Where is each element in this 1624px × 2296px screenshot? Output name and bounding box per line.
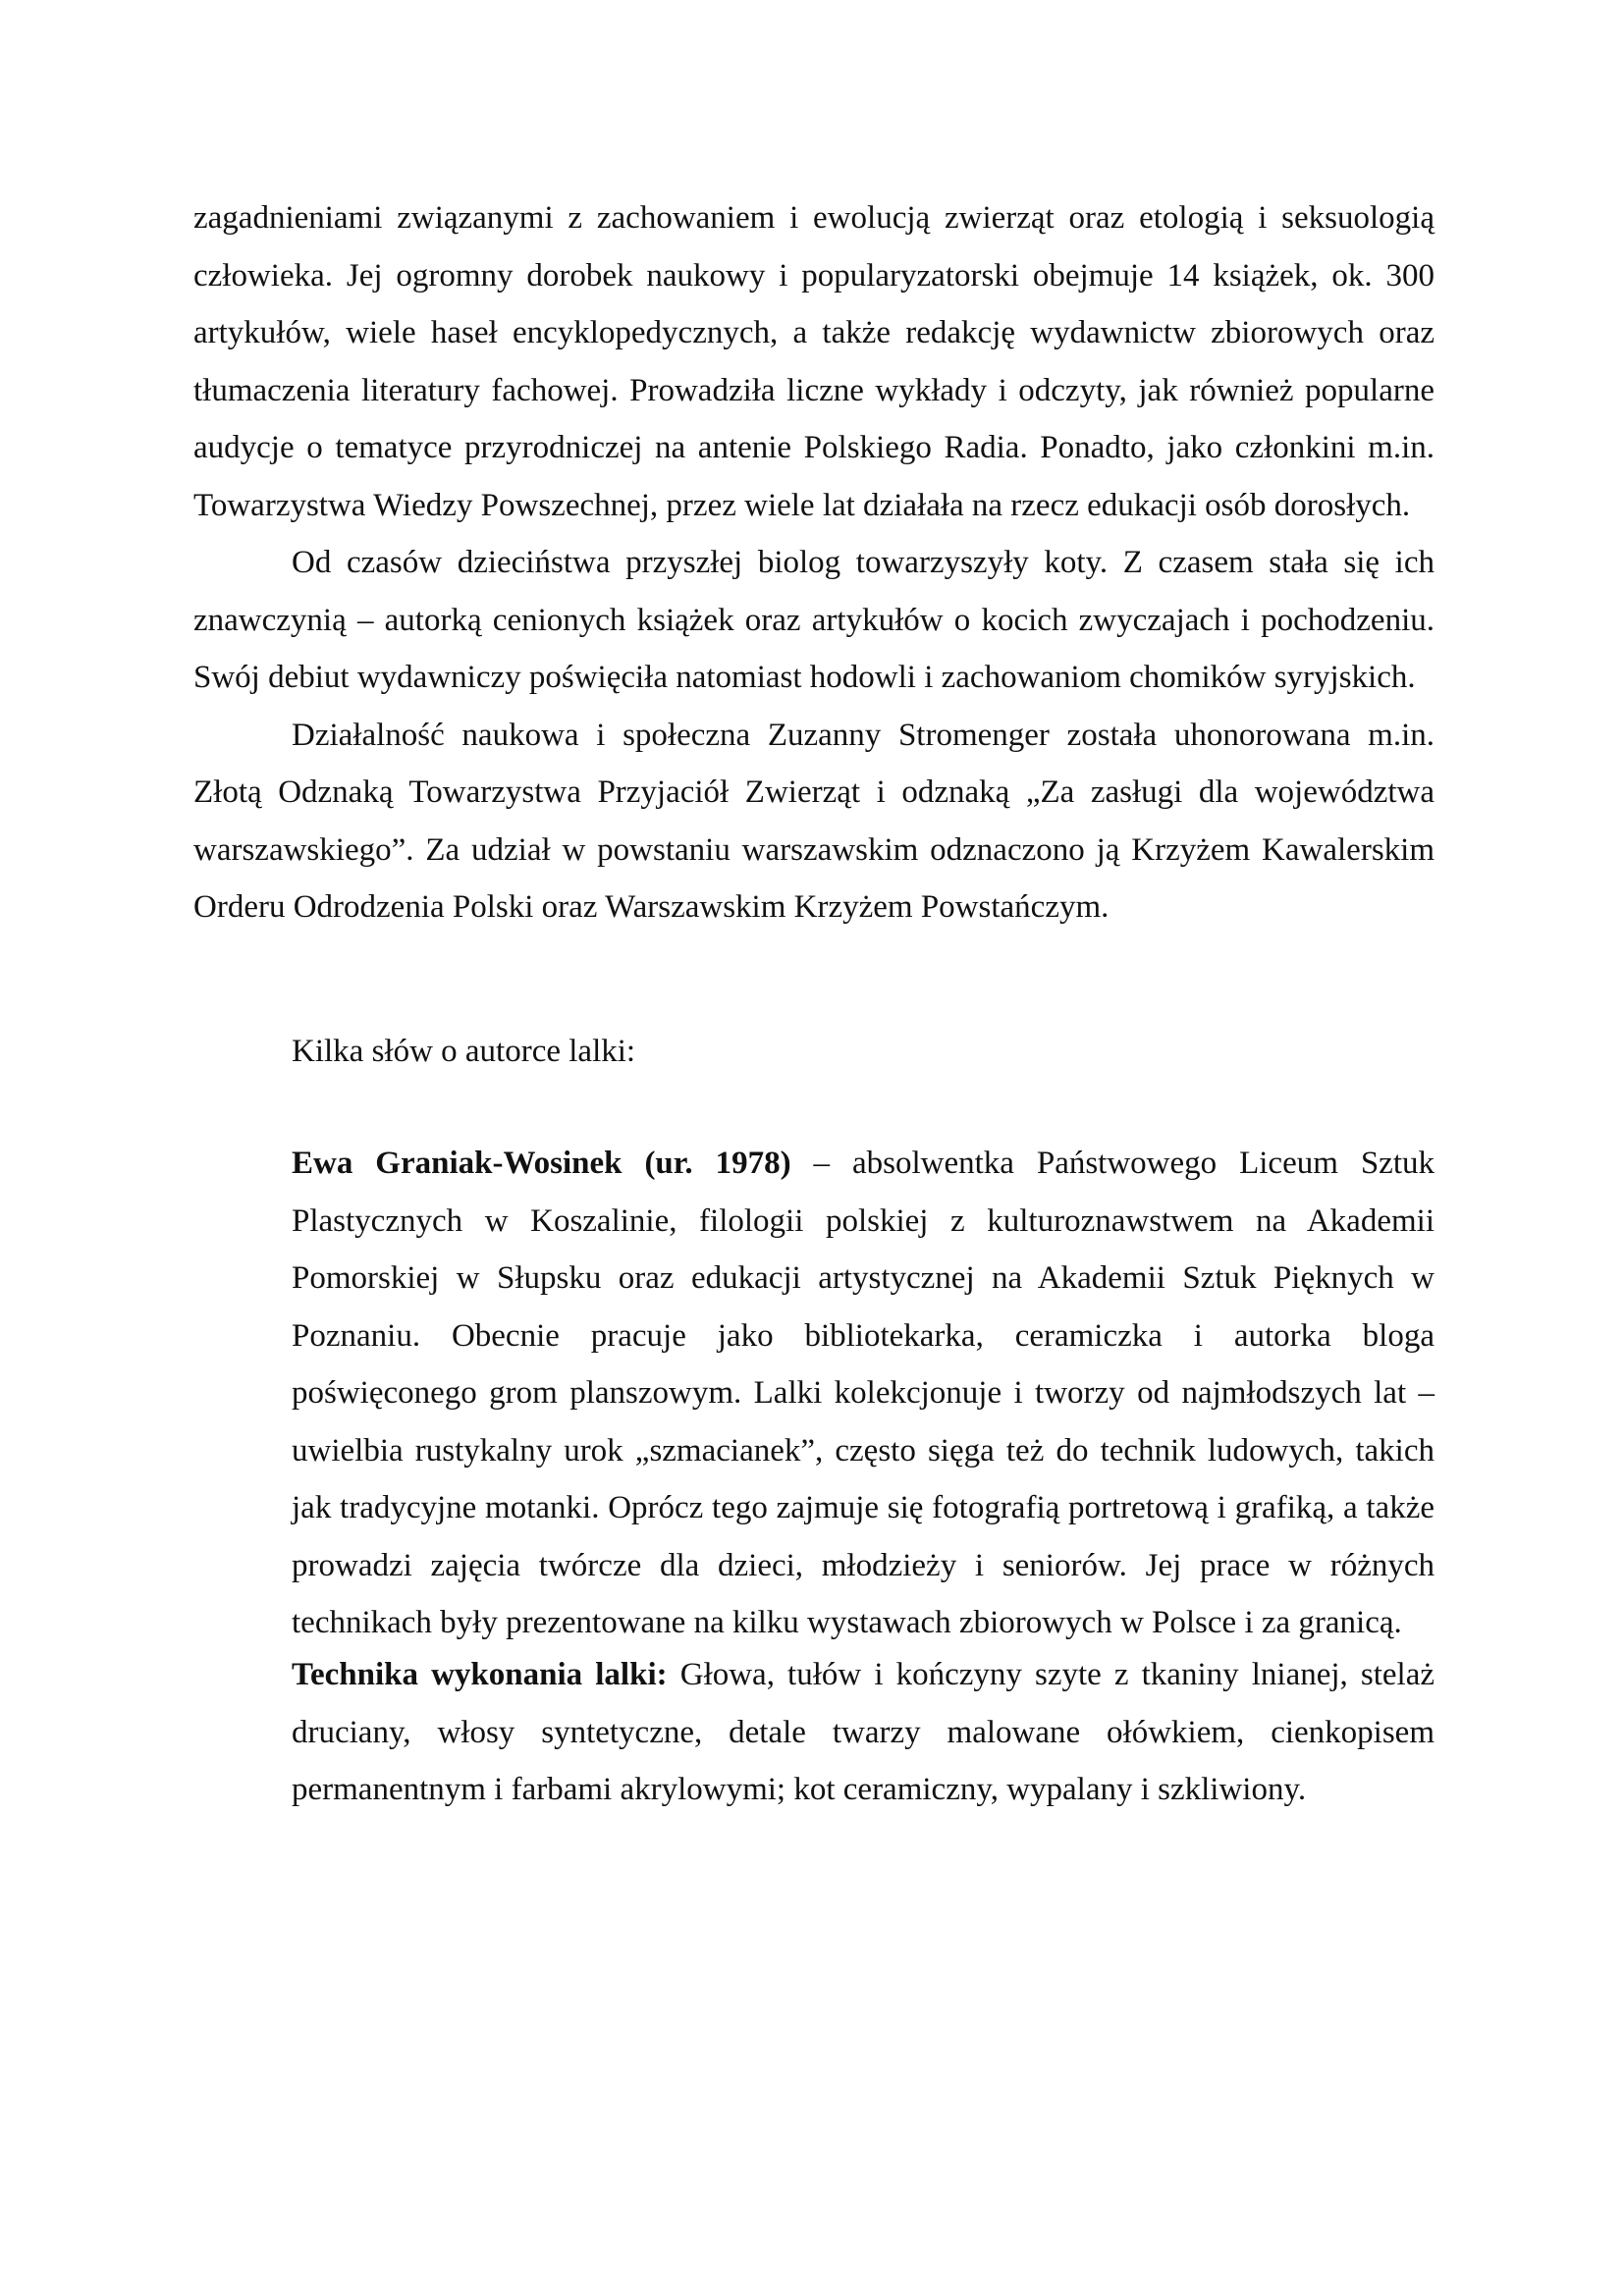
author-section-heading: Kilka słów o autorce lalki: (292, 1034, 636, 1069)
author-bio (292, 1135, 1435, 1652)
biography-text (193, 189, 1435, 936)
technique-label: Technika wykonania lalki: (292, 1657, 668, 1692)
paragraph-cats: Od czasów dzieciństwa przyszłej biolog towarzyszyły koty. Z czasem stała się ich znawczynią – autorką cenionych książek oraz artykułów o kocich zwyczajach i pochodzeniu. Swój debiut wydawniczy poświęciła natomiast hodowli i zachowaniom chomików syryjskich. (193, 545, 1435, 695)
doll-technique (292, 1646, 1435, 1819)
paragraph-awards: Działalność naukowa i społeczna Zuzanny Stromenger została uhonorowana m.in. Złotą Odznaką Towarzystwa Przyjaciół Zwierząt i odznaką „Za zasługi dla województwa warszawskiego”. Za udział w powstaniu warszawskim odznaczono ją Krzyżem Kawalerskim Orderu Odrodzenia Polski oraz Warszawskim Krzyżem Powstańczym. (193, 717, 1435, 925)
paragraph-scientific-work: zagadnieniami związanymi z zachowaniem i ewolucją zwierząt oraz etologią i seksuologią człowieka. Jej ogromny dorobek naukowy i popularyzatorski obejmuje 14 książek, ok. 300 artykułów, wiele haseł encyklopedycznych, a także redakcję wydawnictw zbiorowych oraz tłumaczenia literatury fachowej. Prowadziła liczne wykłady i odczyty, jak również popularne audycje o tematyce przyrodniczej na antenie Polskiego Radia. Ponadto, jako członkini m.in. Towarzystwa Wiedzy Powszechnej, przez wiele lat działała na rzecz edukacji osób dorosłych. (193, 200, 1435, 523)
author-name: Ewa Graniak-Wosinek (ur. 1978) (292, 1146, 791, 1181)
author-bio-text: – absolwentka Państwowego Liceum Sztuk Plastycznych w Koszalinie, filologii polskiej z kulturoznawstwem na Akademii Pomorskiej w Słupsku oraz edukacji artystycznej na Akademii Sztuk Pięknych w Poznaniu. Obecnie pracuje jako bibliotekarka, ceramiczka i autorka bloga poświęconego grom planszowym. Lalki kolekcjonuje i tworzy od najmłodszych lat – uwielbia rustykalny urok „szmacianek”, często sięga też do technik ludowych, takich jak tradycyjne motanki. Oprócz tego zajmuje się fotografią portretową i grafiką, a także prowadzi zajęcia twórcze dla dzieci, młodzieży i seniorów. Jej prace w różnych technikach były prezentowane na kilku wystawach zbiorowych w Polsce i za granicą. (292, 1146, 1435, 1640)
technique-text: Głowa, tułów i kończyny szyte z tkaniny lnianej, stelaż druciany, włosy syntetyczne, detale twarzy malowane ołówkiem, cienkopisem permanentnym i farbami akrylowymi; kot ceramiczny, wypalany i szkliwiony. (292, 1657, 1435, 1807)
